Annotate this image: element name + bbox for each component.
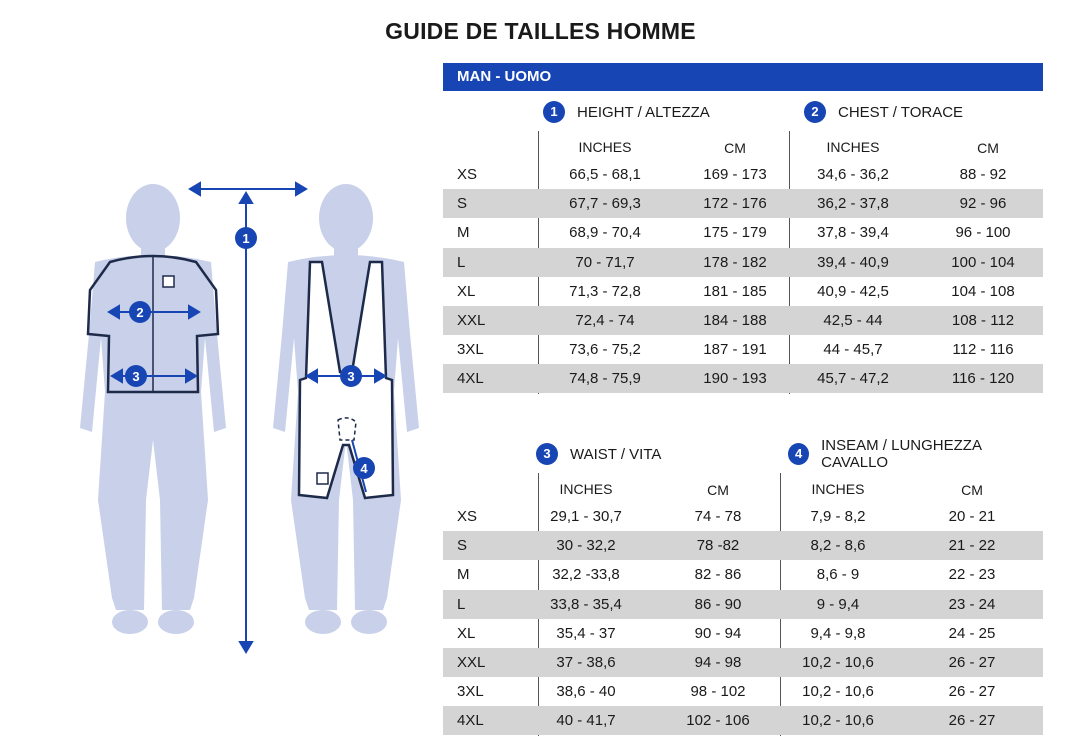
inseam-inches-cell: 8,6 - 9 (816, 566, 860, 584)
table-row (443, 677, 1043, 706)
chest-cm-header: CM (977, 140, 999, 156)
chest-cm-cell: 108 - 112 (951, 312, 1015, 329)
chest-inches-cell: 40,9 - 42,5 (817, 282, 889, 300)
chest-cm-cell: 116 - 120 (951, 370, 1015, 388)
inseam-cm-cell: 20 - 21 (948, 508, 996, 525)
inseam-inches-cell: 7,9 - 8,2 (810, 508, 866, 525)
height-cm-cell: 172 - 176 (703, 195, 767, 213)
inseam-header (788, 437, 1043, 471)
chest-cm-cell: 104 - 108 (951, 282, 1015, 300)
inseam-inches-cell: 10,2 - 10,6 (802, 683, 874, 701)
table-row (443, 160, 1043, 189)
chest-cm-cell: 100 - 104 (951, 253, 1015, 271)
height-number-icon: 1 (543, 101, 565, 123)
height-inches-cell: 70 - 71,7 (575, 253, 635, 271)
waist-cm-cell: 98 - 102 (690, 683, 746, 701)
size-cell: 4XL (457, 370, 484, 388)
size-cell: 3XL (457, 341, 484, 359)
diagram-marker-4: 4 (360, 461, 368, 476)
chest-cm-cell: 88 - 92 (959, 166, 1007, 183)
diagram-marker-1: 1 (242, 231, 250, 246)
height-cm-cell: 178 - 182 (703, 253, 767, 271)
inseam-number-icon: 4 (788, 443, 809, 465)
inseam-title: INSEAM / LUNGHEZZA CAVALLO (821, 437, 982, 471)
table-row (443, 218, 1043, 247)
chest-cm-cell: 92 - 96 (959, 195, 1007, 213)
chest-inches-cell: 37,8 - 39,4 (817, 224, 889, 242)
chest-cm-cell: 96 - 100 (955, 224, 1011, 242)
table-row (443, 531, 1043, 560)
waist-inches-cell: 30 - 32,2 (556, 537, 616, 555)
chest-title: CHEST / TORACE (838, 103, 964, 121)
height-cm-cell: 181 - 185 (703, 282, 767, 300)
page-title: GUIDE DE TAILLES HOMME (385, 18, 696, 44)
size-cell: XXL (457, 654, 486, 671)
inseam-inches-cell: 10,2 - 10,6 (802, 712, 874, 730)
table-row (443, 248, 1043, 277)
inseam-cm-cell: 22 - 23 (948, 566, 996, 584)
diagram-marker-3-front: 3 (132, 369, 140, 384)
inseam-cm-cell: 24 - 25 (948, 624, 996, 642)
height-inches-cell: 72,4 - 74 (575, 312, 635, 329)
height-inches-cell: 73,6 - 75,2 (569, 341, 641, 359)
chest-inches-cell: 36,2 - 37,8 (817, 195, 889, 213)
waist-inches-cell: 35,4 - 37 (556, 624, 616, 642)
size-cell: XS (457, 166, 478, 183)
inseam-inches-cell: 9 - 9,4 (816, 595, 860, 613)
waist-cm-header: CM (707, 482, 729, 498)
waist-inches-cell: 32,2 -33,8 (552, 566, 620, 584)
table-row (443, 560, 1043, 589)
waist-cm-cell: 94 - 98 (694, 654, 742, 671)
inseam-inches-cell: 9,4 - 9,8 (810, 624, 866, 642)
size-cell: M (457, 566, 470, 584)
height-inches-cell: 67,7 - 69,3 (569, 195, 641, 213)
waist-inseam-table (443, 437, 1043, 736)
inseam-inches-cell: 8,2 - 8,6 (810, 537, 866, 555)
height-inches-cell: 74,8 - 75,9 (569, 370, 641, 388)
table-row (443, 648, 1043, 677)
height-inches-header: INCHES (578, 139, 632, 155)
diagram-marker-3-back: 3 (347, 369, 355, 384)
table-row (443, 335, 1043, 364)
size-cell: M (457, 224, 470, 242)
height-cm-cell: 169 - 173 (703, 166, 767, 183)
waist-title: WAIST / VITA (570, 445, 662, 463)
chest-cm-cell: 112 - 116 (952, 341, 1014, 359)
waist-cm-cell: 86 - 90 (694, 595, 742, 613)
section-banner: MAN - UOMO (443, 63, 1043, 91)
height-cm-cell: 190 - 193 (703, 370, 767, 388)
height-title: HEIGHT / ALTEZZA (577, 103, 710, 121)
chest-inches-cell: 44 - 45,7 (823, 341, 883, 359)
chest-inches-cell: 39,4 - 40,9 (817, 253, 889, 271)
size-cell: 3XL (457, 683, 484, 701)
waist-inches-header: INCHES (559, 481, 613, 497)
height-chest-table (443, 98, 1043, 394)
waist-cm-cell: 82 - 86 (694, 566, 742, 584)
inseam-cm-cell: 21 - 22 (948, 537, 996, 555)
size-cell: L (457, 253, 466, 271)
size-cell: S (457, 195, 468, 213)
chest-inches-cell: 42,5 - 44 (823, 312, 883, 329)
waist-inches-cell: 37 - 38,6 (556, 654, 616, 671)
table-row (443, 590, 1043, 619)
table-row (443, 706, 1043, 735)
size-cell: S (457, 537, 468, 555)
waist-number-icon: 3 (536, 443, 558, 465)
size-cell: XL (457, 282, 476, 300)
waist-inches-cell: 33,8 - 35,4 (550, 595, 622, 613)
waist-header (536, 440, 661, 468)
height-cm-cell: 175 - 179 (703, 224, 767, 242)
waist-cm-cell: 78 -82 (696, 537, 740, 555)
table-row (443, 189, 1043, 218)
height-cm-header: CM (724, 140, 746, 156)
chest-inches-cell: 34,6 - 36,2 (817, 166, 889, 183)
table-row (443, 306, 1043, 335)
table-row (443, 364, 1043, 393)
table-row (443, 619, 1043, 648)
waist-inches-cell: 40 - 41,7 (556, 712, 616, 730)
height-inches-cell: 68,9 - 70,4 (569, 224, 641, 242)
diagram-marker-2: 2 (136, 305, 144, 320)
size-cell: 4XL (457, 712, 484, 730)
waist-cm-cell: 74 - 78 (694, 508, 742, 525)
waist-inches-cell: 29,1 - 30,7 (550, 508, 622, 525)
table-row (443, 502, 1043, 531)
table-row (443, 277, 1043, 306)
inseam-inches-cell: 10,2 - 10,6 (802, 654, 874, 671)
height-inches-cell: 66,5 - 68,1 (569, 166, 641, 183)
height-header (543, 98, 710, 126)
waist-inches-cell: 38,6 - 40 (556, 683, 616, 701)
size-cell: L (457, 595, 466, 613)
height-inches-cell: 71,3 - 72,8 (569, 282, 641, 300)
inseam-cm-cell: 26 - 27 (948, 654, 996, 671)
chest-number-icon: 2 (804, 101, 826, 123)
inseam-cm-cell: 26 - 27 (948, 683, 996, 701)
height-cm-cell: 187 - 191 (703, 341, 767, 359)
chest-inches-header: INCHES (826, 139, 880, 155)
size-cell: XL (457, 624, 476, 642)
chest-header (804, 98, 963, 126)
inseam-cm-header: CM (961, 482, 983, 498)
waist-cm-cell: 90 - 94 (694, 624, 742, 642)
body-measurement-diagram (60, 150, 460, 750)
size-cell: XXL (457, 312, 486, 329)
height-cm-cell: 184 - 188 (703, 312, 767, 329)
inseam-inches-header: INCHES (811, 481, 865, 497)
chest-inches-cell: 45,7 - 47,2 (817, 370, 889, 388)
inseam-cm-cell: 23 - 24 (948, 595, 996, 613)
inseam-cm-cell: 26 - 27 (948, 712, 996, 730)
waist-cm-cell: 102 - 106 (686, 712, 750, 730)
size-cell: XS (457, 508, 478, 525)
